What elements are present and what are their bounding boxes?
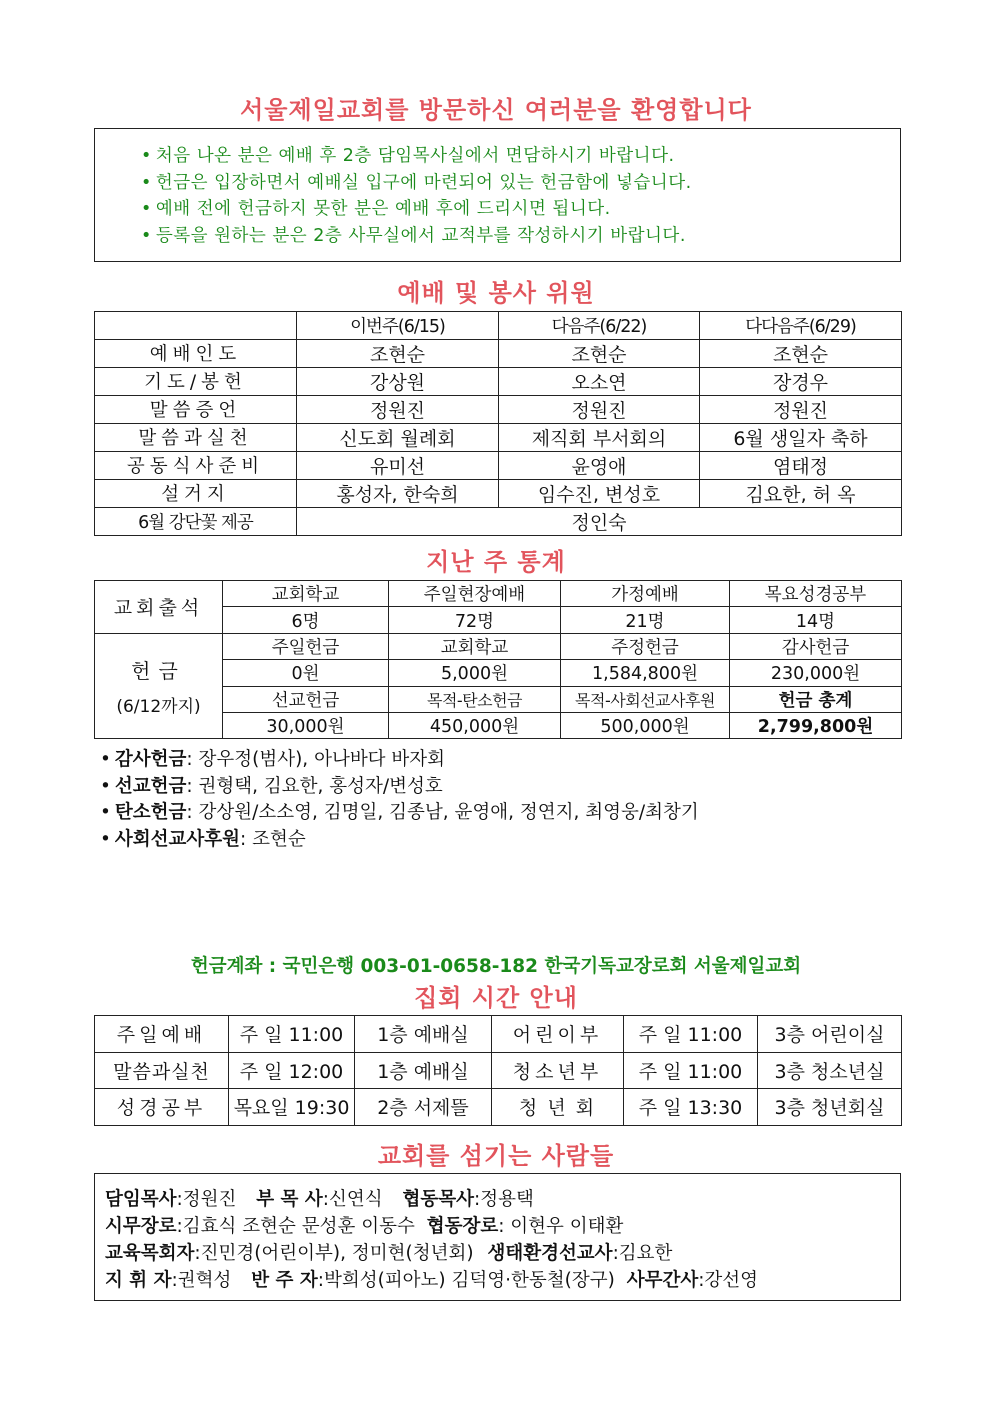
duty-cell: 정원진 xyxy=(297,395,499,423)
duty-flower-value: 정인숙 xyxy=(297,507,902,535)
welcome-text: 처음 나온 분은 예배 후 2층 담임목사실에서 면담하시기 바랍니다. xyxy=(155,146,675,166)
duty-row xyxy=(95,367,902,395)
note-label: 사회선교사후원 xyxy=(114,828,241,850)
schedule-cell: 청소년부 xyxy=(492,1052,624,1089)
schedule-cell: 주일예배 xyxy=(95,1016,229,1053)
duty-role: 기도/봉헌 xyxy=(95,367,297,395)
schedule-cell: 2층 서제뜰 xyxy=(355,1089,492,1126)
schedule-cell: 주 일 11:00 xyxy=(624,1016,758,1053)
staff-line xyxy=(105,1186,900,1213)
note-label: 감사헌금 xyxy=(114,749,187,770)
schedule-title: 집회 시간 안내 xyxy=(414,984,578,1012)
bullet: • xyxy=(141,146,152,166)
duty-cell: 김요한, 허 옥 xyxy=(700,479,902,507)
staff-label: 협동목사 xyxy=(402,1189,474,1210)
stats-value: 500,000원 xyxy=(561,712,730,738)
duty-cell: 정원진 xyxy=(700,395,902,423)
bullet: • xyxy=(100,828,111,850)
schedule-row xyxy=(95,1016,902,1053)
duty-flower-row xyxy=(95,507,902,535)
stats-header: 목적-탄소헌금 xyxy=(389,686,561,712)
staff-names: :김효식 조현순 문성훈 이동수 xyxy=(176,1216,415,1237)
stats-title: 지난 주 통계 xyxy=(426,548,566,576)
duty-cell: 홍성자, 한숙희 xyxy=(297,479,499,507)
duty-role: 말씀과실천 xyxy=(95,423,297,451)
note-text: : 조현순 xyxy=(240,828,306,850)
staff-label: 시무장로 xyxy=(105,1216,177,1237)
stats-header: 목적-사회선교사후원 xyxy=(561,686,730,712)
attendance-label: 교회출석 xyxy=(95,581,223,634)
stats-header: 교회학교 xyxy=(223,581,389,607)
duty-title: 예배 및 봉사 위원 xyxy=(397,279,595,307)
staff-label: 반 주 자 xyxy=(251,1270,318,1291)
staff-title: 교회를 섬기는 사람들 xyxy=(377,1142,615,1170)
stats-header: 선교헌금 xyxy=(223,686,389,712)
stats-value: 14명 xyxy=(730,607,902,633)
stats-header: 주일현장예배 xyxy=(389,581,561,607)
schedule-cell: 목요일 19:30 xyxy=(229,1089,355,1126)
staff-names: :정원진 xyxy=(176,1189,237,1210)
stats-total-header: 헌금 총계 xyxy=(730,686,902,712)
note-text: : 장우정(범사), 아나바다 바자회 xyxy=(186,749,446,770)
welcome-line xyxy=(141,223,900,250)
duty-header: 이번주(6/15) xyxy=(297,312,499,340)
stats-value: 1,584,800원 xyxy=(561,660,730,686)
note-line xyxy=(100,747,699,774)
stats-value: 6명 xyxy=(223,607,389,633)
duty-cell: 유미선 xyxy=(297,451,499,479)
welcome-text: 등록을 원하는 분은 2층 사무실에서 교적부를 작성하시기 바랍니다. xyxy=(155,225,686,246)
duty-cell: 정원진 xyxy=(499,395,700,423)
staff-names: :권혁성 xyxy=(171,1270,232,1291)
bullet: • xyxy=(100,749,111,770)
welcome-box xyxy=(94,128,901,262)
stats-row xyxy=(95,581,902,607)
staff-label: 교육목회자 xyxy=(105,1243,195,1264)
note-label: 탄소헌금 xyxy=(114,802,187,823)
duty-cell: 조현순 xyxy=(700,339,902,367)
schedule-cell: 성경공부 xyxy=(95,1089,229,1126)
staff-label: 사무간사 xyxy=(626,1270,699,1291)
welcome-line xyxy=(141,170,900,197)
note-line xyxy=(100,800,699,827)
stats-header: 목요성경공부 xyxy=(730,581,902,607)
duty-flower-role: 6월 강단꽃 제공 xyxy=(95,507,297,535)
duty-role: 말씀증언 xyxy=(95,395,297,423)
schedule-row xyxy=(95,1052,902,1089)
duty-table xyxy=(94,311,902,536)
duty-cell: 조현순 xyxy=(297,339,499,367)
duty-header: 다다음주(6/29) xyxy=(700,312,902,340)
duty-cell: 6월 생일자 축하 xyxy=(700,423,902,451)
stats-value: 5,000원 xyxy=(389,660,561,686)
staff-label: 협동장로 xyxy=(426,1216,499,1237)
note-text: : 권형택, 김요한, 홍성자/변성호 xyxy=(186,775,443,797)
welcome-line xyxy=(141,143,900,170)
offering-account: 헌금계좌 : 국민은행 003-01-0658-182 한국기독교장로회 서울제일교회 xyxy=(190,956,802,977)
duty-cell: 강상원 xyxy=(297,367,499,395)
duty-cell: 임수진, 변성호 xyxy=(499,479,700,507)
stats-total-value: 2,799,800원 xyxy=(730,712,902,738)
duty-cell: 신도회 월례회 xyxy=(297,423,499,451)
schedule-table xyxy=(94,1015,902,1126)
staff-names: :강선영 xyxy=(698,1270,759,1291)
welcome-title: 서울제일교회를 방문하신 여러분을 환영합니다 xyxy=(240,96,752,124)
duty-row xyxy=(95,395,902,423)
offering-label-cell xyxy=(95,633,223,739)
staff-label: 지 휘 자 xyxy=(105,1270,172,1291)
stats-value: 72명 xyxy=(389,607,561,633)
staff-names: :정용택 xyxy=(473,1189,534,1210)
staff-line xyxy=(105,1213,900,1240)
schedule-cell: 1층 예배실 xyxy=(355,1052,492,1089)
bullet: • xyxy=(141,225,152,246)
duty-header-row xyxy=(95,312,902,340)
staff-line xyxy=(105,1267,900,1294)
stats-header: 주일헌금 xyxy=(223,633,389,659)
schedule-cell: 주 일 11:00 xyxy=(624,1052,758,1089)
welcome-text: 헌금은 입장하면서 예배실 입구에 마련되어 있는 헌금함에 넣습니다. xyxy=(155,172,692,193)
welcome-text: 예배 전에 헌금하지 못한 분은 예배 후에 드리시면 됩니다. xyxy=(155,199,611,219)
offering-period: (6/12까지) xyxy=(116,697,201,718)
staff-label: 부 목 사 xyxy=(256,1189,323,1210)
schedule-cell: 3층 청소년실 xyxy=(758,1052,902,1089)
bullet: • xyxy=(141,172,152,193)
duty-cell: 조현순 xyxy=(499,339,700,367)
note-line xyxy=(100,774,699,801)
stats-header: 감사헌금 xyxy=(730,633,902,659)
offering-label: 헌금 xyxy=(131,659,186,684)
bullet: • xyxy=(100,775,111,797)
stats-value: 450,000원 xyxy=(389,712,561,738)
schedule-row xyxy=(95,1089,902,1126)
offering-notes xyxy=(100,747,699,853)
schedule-cell: 청 년 회 xyxy=(492,1089,624,1126)
staff-box xyxy=(94,1173,901,1301)
staff-names: : 이현우 이태환 xyxy=(498,1216,624,1237)
stats-value: 0원 xyxy=(223,660,389,686)
schedule-cell: 3층 어린이실 xyxy=(758,1016,902,1053)
duty-row xyxy=(95,451,902,479)
duty-role: 예배인도 xyxy=(95,339,297,367)
duty-cell: 염태정 xyxy=(700,451,902,479)
bullet: • xyxy=(141,199,152,219)
duty-cell: 장경우 xyxy=(700,367,902,395)
duty-row xyxy=(95,479,902,507)
duty-header-blank xyxy=(95,312,297,340)
schedule-cell: 1층 예배실 xyxy=(355,1016,492,1053)
note-label: 선교헌금 xyxy=(114,775,187,797)
duty-header: 다음주(6/22) xyxy=(499,312,700,340)
duty-cell: 제직회 부서회의 xyxy=(499,423,700,451)
note-text: : 강상원/소소영, 김명일, 김종남, 윤영애, 정연지, 최영웅/최창기 xyxy=(186,802,699,823)
stats-header: 가정예배 xyxy=(561,581,730,607)
staff-line xyxy=(105,1240,900,1267)
duty-row xyxy=(95,423,902,451)
schedule-cell: 주 일 12:00 xyxy=(229,1052,355,1089)
schedule-cell: 주 일 11:00 xyxy=(229,1016,355,1053)
schedule-cell: 말씀과실천 xyxy=(95,1052,229,1089)
staff-names: :박희성(피아노) 김덕영·한동철(장구) xyxy=(317,1270,615,1291)
duty-cell: 윤영애 xyxy=(499,451,700,479)
duty-role: 설거지 xyxy=(95,479,297,507)
stats-header: 주정헌금 xyxy=(561,633,730,659)
staff-label: 생태환경선교사 xyxy=(487,1243,613,1264)
stats-value: 21명 xyxy=(561,607,730,633)
welcome-line xyxy=(141,196,900,223)
bullet: • xyxy=(100,802,111,823)
stats-table xyxy=(94,580,902,739)
note-line xyxy=(100,827,699,854)
stats-header: 교회학교 xyxy=(389,633,561,659)
schedule-cell: 주 일 13:30 xyxy=(624,1089,758,1126)
stats-row xyxy=(95,633,902,659)
staff-label: 담임목사 xyxy=(105,1189,177,1210)
stats-value: 30,000원 xyxy=(223,712,389,738)
stats-value: 230,000원 xyxy=(730,660,902,686)
duty-row xyxy=(95,339,902,367)
schedule-cell: 어린이부 xyxy=(492,1016,624,1053)
duty-cell: 오소연 xyxy=(499,367,700,395)
duty-role: 공동식사준비 xyxy=(95,451,297,479)
staff-names: :신연식 xyxy=(322,1189,383,1210)
schedule-cell: 3층 청년회실 xyxy=(758,1089,902,1126)
staff-names: :진민경(어린이부), 정미현(청년회) xyxy=(194,1243,474,1264)
staff-names: :김요한 xyxy=(612,1243,673,1264)
